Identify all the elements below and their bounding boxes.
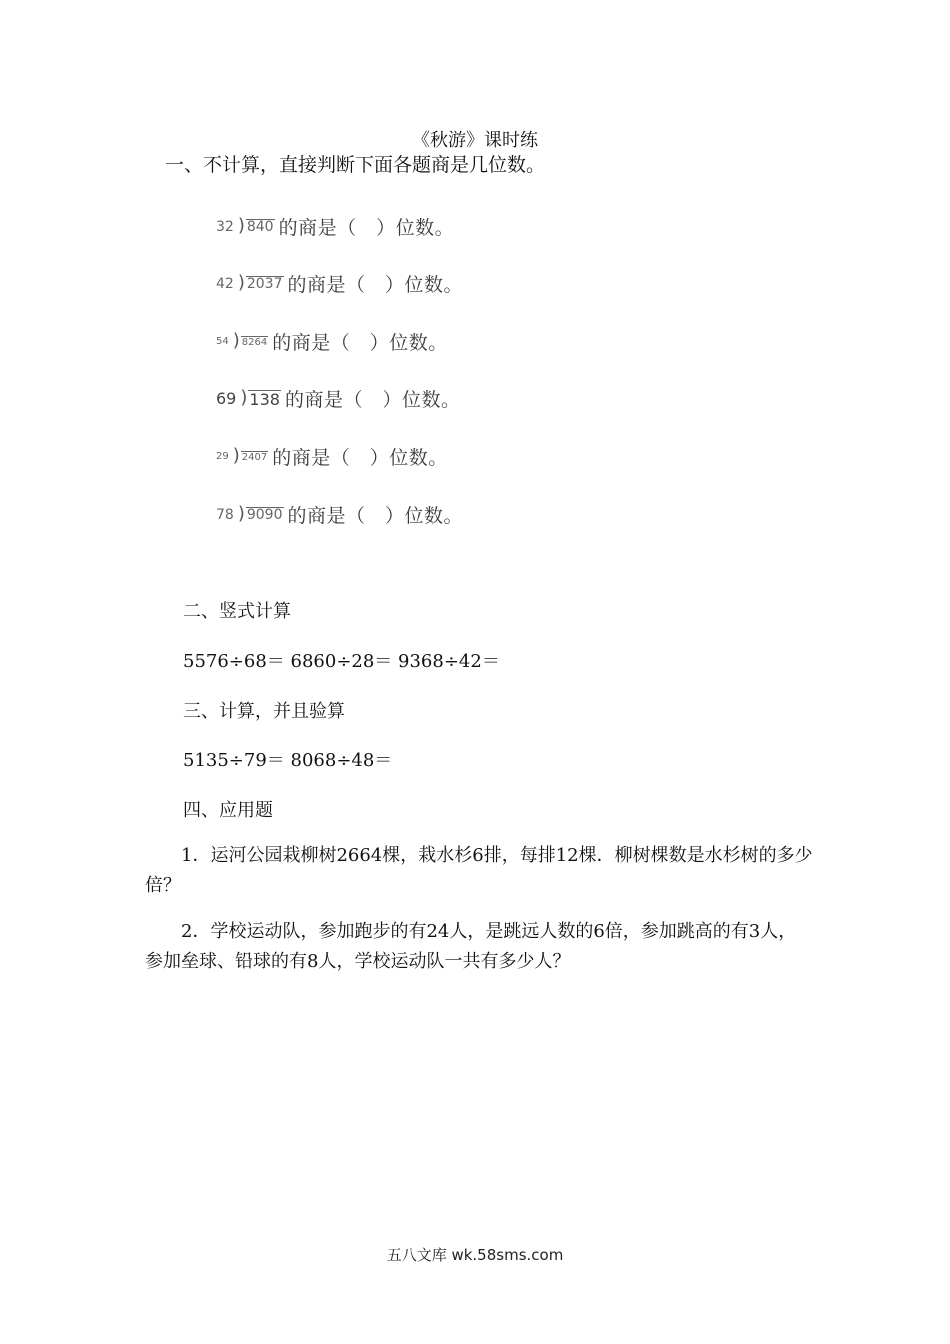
division-bracket: ) bbox=[237, 272, 245, 293]
division-bracket: ) bbox=[237, 503, 245, 524]
divisor: 42 bbox=[216, 275, 234, 292]
item-suffix: 的商是（ ）位数。 bbox=[284, 389, 461, 411]
division-item bbox=[216, 328, 448, 355]
word-problem-1: 1．运河公园栽柳树2664棵，栽水杉6排，每排12棵．柳树棵数是水杉树的多少倍？ bbox=[145, 845, 813, 896]
dividend: 840 bbox=[246, 218, 274, 235]
dividend: 138 bbox=[249, 389, 280, 409]
item-suffix: 的商是（ ）位数。 bbox=[287, 505, 464, 527]
division-item bbox=[216, 213, 454, 240]
divisor: 32 bbox=[216, 218, 234, 235]
dividend: 2037 bbox=[246, 275, 283, 292]
dividend: 2407 bbox=[241, 451, 268, 463]
footer-watermark: 五八文库 wk.58sms.com bbox=[386, 1246, 564, 1264]
division-bracket: ) bbox=[240, 387, 248, 408]
word-problem-2: 2．学校运动队，参加跑步的有24人，是跳远人数的6倍，参加跳高的有3人，参加垒球、铅球的有8人，学校运动队一共有多少人？ bbox=[145, 921, 797, 972]
section2-problems: 5576÷68＝ 6860÷28＝ 9368÷42＝ bbox=[183, 651, 500, 672]
division-item bbox=[216, 270, 463, 297]
division-bracket: ) bbox=[237, 215, 245, 236]
divisor: 54 bbox=[216, 336, 229, 347]
dividend: 8264 bbox=[241, 336, 268, 348]
section3-heading: 三、计算，并且验算 bbox=[183, 701, 345, 722]
dividend: 9090 bbox=[246, 506, 283, 523]
division-item bbox=[216, 443, 448, 470]
division-item bbox=[216, 385, 460, 412]
division-bracket: ) bbox=[232, 330, 240, 351]
section2-heading: 二、竖式计算 bbox=[183, 601, 291, 622]
section1-heading: 一、不计算，直接判断下面各题商是几位数。 bbox=[165, 154, 546, 176]
item-suffix: 的商是（ ）位数。 bbox=[272, 332, 448, 354]
divisor: 78 bbox=[216, 506, 234, 523]
division-bracket: ) bbox=[232, 445, 240, 466]
document-title: 《秋游》课时练 bbox=[412, 130, 538, 151]
divisor: 29 bbox=[216, 451, 229, 462]
divisor: 69 bbox=[216, 389, 237, 408]
item-suffix: 的商是（ ）位数。 bbox=[272, 447, 448, 469]
division-item bbox=[216, 501, 463, 528]
item-suffix: 的商是（ ）位数。 bbox=[278, 217, 455, 239]
section3-problems: 5135÷79＝ 8068÷48＝ bbox=[183, 750, 393, 771]
section4-heading: 四、应用题 bbox=[183, 800, 273, 821]
item-suffix: 的商是（ ）位数。 bbox=[287, 274, 464, 296]
